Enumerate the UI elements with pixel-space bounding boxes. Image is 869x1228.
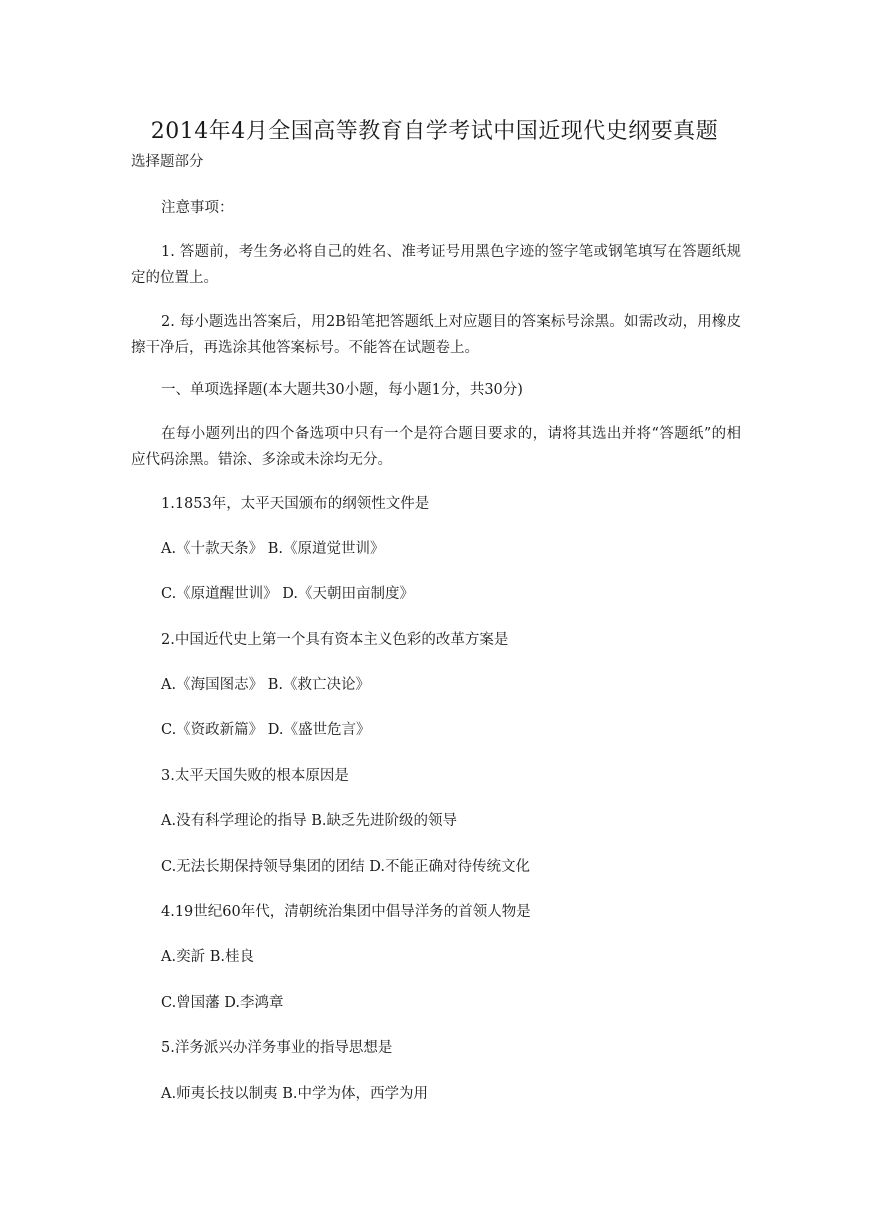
question-options: C.曾国藩 D.李鸿章 [161,995,284,1011]
part-heading: 一、单项选择题(本大题共30小题，每小题1分，共30分) [161,382,523,398]
section-label: 选择题部分 [131,154,204,170]
question-options: A.师夷长技以制夷 B.中学为体，西学为用 [161,1086,428,1102]
notice-item-2: 2. 每小题选出答案后，用2B铅笔把答题纸上对应题目的答案标号涂黑。如需改动，用橡皮擦干净后，再选涂其他答案标号。不能答在试题卷上。 [131,314,741,356]
question-options: C.《资政新篇》 D.《盛世危言》 [161,722,371,738]
question-stem: 4.19世纪60年代，清朝统治集团中倡导洋务的首领人物是 [161,904,531,920]
notice-item-1: 1. 答题前，考生务必将自己的姓名、准考证号用黑色字迹的签字笔或钢笔填写在答题纸规定的位置上。 [131,244,741,286]
part-instruction: 在每小题列出的四个备选项中只有一个是符合题目要求的，请将其选出并将“答题纸”的相应代码涂黑。错涂、多涂或未涂均无分。 [131,426,741,468]
question-options: A.没有科学理论的指导 B.缺乏先进阶级的领导 [161,813,457,829]
question-options: A.奕訢 B.桂良 [161,949,254,965]
notice-heading: 注意事项： [161,200,234,216]
question-options: C.《原道醒世训》 D.《天朝田亩制度》 [161,586,415,602]
question-options: C.无法长期保持领导集团的团结 D.不能正确对待传统文化 [161,859,531,875]
question-stem: 1.1853年，太平天国颁布的纲领性文件是 [161,496,430,512]
document-title: 2014年4月全国高等教育自学考试中国近现代史纲要真题 [150,119,719,144]
question-stem: 5.洋务派兴办洋务事业的指导思想是 [161,1040,393,1056]
question-options: A.《十款天条》 B.《原道觉世训》 [161,541,385,557]
question-stem: 3.太平天国失败的根本原因是 [161,768,349,784]
question-options: A.《海国图志》 B.《救亡决论》 [161,677,370,693]
question-stem: 2.中国近代史上第一个具有资本主义色彩的改革方案是 [161,632,509,648]
